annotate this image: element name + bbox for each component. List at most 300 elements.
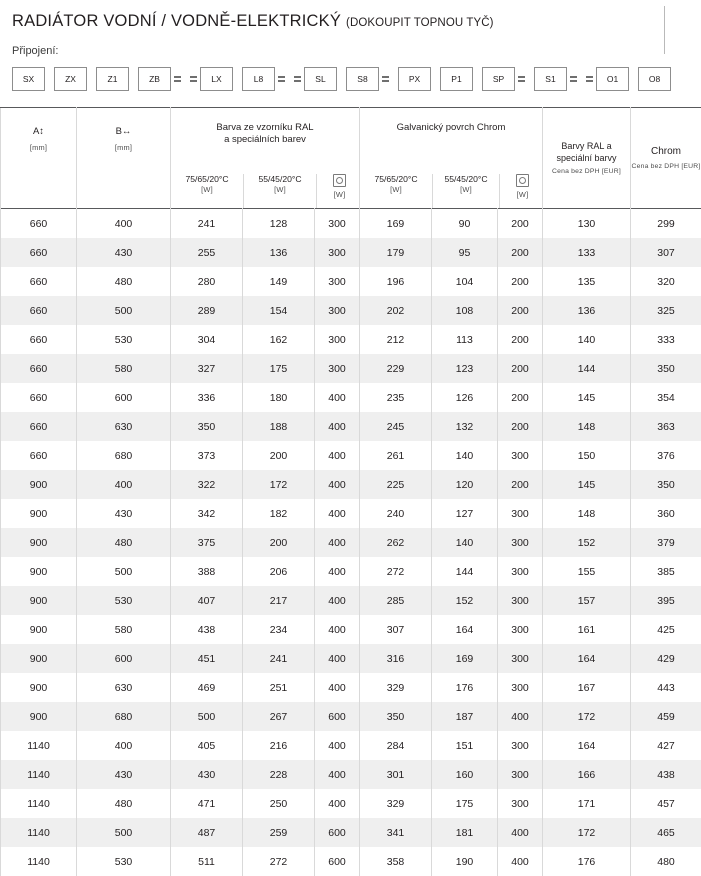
table-cell: 600 [315,702,360,731]
table-cell: 443 [631,673,701,702]
header-ral-t55-unit: [W] [244,185,316,195]
table-cell: 157 [543,586,631,615]
table-cell: 169 [432,644,498,673]
connection-chip-s1[interactable] [534,67,577,91]
table-cell: 400 [315,673,360,702]
table-cell: 300 [498,731,543,760]
connection-chip-code: LX [200,67,233,91]
table-row [1,615,701,644]
table-cell: 400 [315,557,360,586]
header-ral-electric [316,174,362,208]
table-cell: 216 [243,731,315,760]
table-cell: 272 [243,847,315,876]
header-dim-b-label: B [116,126,122,137]
table-row [1,470,701,499]
table-cell: 289 [171,296,243,325]
table-cell: 373 [171,441,243,470]
table-cell: 135 [543,267,631,296]
table-cell: 388 [171,557,243,586]
connection-chip-zx[interactable] [54,67,87,91]
connection-chip-zb[interactable] [138,67,181,91]
table-row [1,238,701,267]
table-cell: 1140 [1,847,77,876]
table-cell: 228 [243,760,315,789]
table-cell: 90 [432,209,498,239]
table-cell: 660 [1,267,77,296]
table-cell: 660 [1,209,77,239]
table-cell: 680 [77,702,171,731]
connection-chip-code: ZB [138,67,171,91]
table-cell: 660 [1,296,77,325]
table-cell: 151 [432,731,498,760]
header-dim-a-unit: [mm] [30,143,47,152]
table-cell: 300 [498,499,543,528]
table-cell: 430 [77,499,171,528]
table-cell: 128 [243,209,315,239]
table-cell: 225 [360,470,432,499]
header-ral-t55 [243,174,316,208]
table-row [1,528,701,557]
table-cell: 176 [432,673,498,702]
header-chrom-t75-label: 75/65/20°C [360,174,432,185]
table-cell: 395 [631,586,701,615]
table-cell: 438 [631,760,701,789]
table-cell: 145 [543,470,631,499]
table-cell: 300 [315,325,360,354]
table-cell: 240 [360,499,432,528]
table-cell: 267 [243,702,315,731]
table-cell: 336 [171,383,243,412]
table-cell: 350 [360,702,432,731]
connection-chip-code: ZX [54,67,87,91]
table-cell: 179 [360,238,432,267]
table-cell: 145 [543,383,631,412]
square-circle-icon [333,174,346,187]
table-cell: 136 [543,296,631,325]
connection-chip-s8[interactable] [346,67,389,91]
table-cell: 400 [315,528,360,557]
table-cell: 229 [360,354,432,383]
table-cell: 500 [77,818,171,847]
table-cell: 136 [243,238,315,267]
table-row [1,760,701,789]
connection-mark-icon [294,67,303,91]
header-chrom-t55-unit: [W] [433,185,499,195]
table-row [1,818,701,847]
table-cell: 300 [498,760,543,789]
connection-mark-icon [568,67,577,91]
header-group-chrom-title: Galvanický povrch Chrom [397,122,506,133]
table-cell: 285 [360,586,432,615]
table-cell: 300 [498,644,543,673]
connection-chip-sx[interactable] [12,67,45,91]
table-cell: 400 [315,615,360,644]
table-cell: 900 [1,615,77,644]
table-row [1,644,701,673]
table-row [1,586,701,615]
table-cell: 530 [77,586,171,615]
table-cell: 164 [543,644,631,673]
table-cell: 580 [77,354,171,383]
table-cell: 400 [315,760,360,789]
connection-chip-o1[interactable] [586,67,629,91]
table-cell: 259 [243,818,315,847]
header-chrom-t75 [360,174,432,208]
table-cell: 200 [498,325,543,354]
table-row [1,673,701,702]
arrow-horizontal-icon: ↔ [122,126,132,137]
table-cell: 200 [498,470,543,499]
table-cell: 900 [1,528,77,557]
header-price-chrom-line1: Chrom [651,146,681,157]
header-dim-a-label: A [33,126,39,137]
connection-label: Připojení: [12,45,701,57]
table-cell: 900 [1,499,77,528]
table-cell: 206 [243,557,315,586]
connection-mark-icon [380,67,389,91]
table-cell: 430 [171,760,243,789]
table-cell: 120 [432,470,498,499]
connection-chip-sp[interactable] [482,67,525,91]
table-cell: 200 [498,296,543,325]
header-dim-b [77,108,171,209]
header-vertical-rule [664,6,665,54]
connection-mark-icon [190,67,199,91]
connection-chip-code: P1 [440,67,473,91]
table-cell: 300 [315,267,360,296]
table-cell: 480 [631,847,701,876]
table-cell: 300 [498,586,543,615]
table-row [1,354,701,383]
table-cell: 172 [543,818,631,847]
table-cell: 400 [77,209,171,239]
table-cell: 500 [77,296,171,325]
table-cell: 379 [631,528,701,557]
table-cell: 175 [432,789,498,818]
connection-chip-code: S8 [346,67,379,91]
header-group-ral-line2: a speciálních barev [224,134,306,145]
table-cell: 322 [171,470,243,499]
table-cell: 150 [543,441,631,470]
connection-mark-icon [172,67,181,91]
table-cell: 132 [432,412,498,441]
connection-chip-code: O1 [596,67,629,91]
table-cell: 245 [360,412,432,441]
table-cell: 299 [631,209,701,239]
table-row [1,383,701,412]
connection-mark-icon [516,67,525,91]
table-cell: 375 [171,528,243,557]
table-row [1,702,701,731]
connection-mark-icon [276,67,285,91]
table-cell: 400 [315,731,360,760]
connection-chip-sl[interactable] [294,67,337,91]
table-cell: 400 [315,499,360,528]
table-cell: 241 [243,644,315,673]
table-cell: 354 [631,383,701,412]
table-cell: 130 [543,209,631,239]
table-cell: 400 [498,818,543,847]
table-cell: 400 [315,441,360,470]
table-cell: 400 [77,470,171,499]
connection-chip-p1[interactable] [440,67,473,91]
table-cell: 487 [171,818,243,847]
table-cell: 202 [360,296,432,325]
table-cell: 200 [498,412,543,441]
table-cell: 164 [543,731,631,760]
table-cell: 1140 [1,731,77,760]
table-row [1,731,701,760]
header-ral-t55-label: 55/45/20°C [244,174,316,185]
connection-mark-icon [586,67,595,91]
table-cell: 407 [171,586,243,615]
header-price-chrom-note: Cena bez DPH [EUR] [632,163,701,170]
table-cell: 200 [498,238,543,267]
table-cell: 200 [498,267,543,296]
table-cell: 480 [77,528,171,557]
table-cell: 500 [171,702,243,731]
connection-chip-code: S1 [534,67,567,91]
table-cell: 300 [315,354,360,383]
header-group-ral-line1: Barva ze vzorníku RAL [216,122,313,133]
table-cell: 95 [432,238,498,267]
header-chrom-t55 [432,174,499,208]
table-cell: 250 [243,789,315,818]
table-cell: 261 [360,441,432,470]
table-cell: 196 [360,267,432,296]
table-cell: 316 [360,644,432,673]
table-cell: 300 [315,209,360,239]
table-row [1,209,701,239]
table-cell: 900 [1,702,77,731]
page-title [0,0,701,31]
table-cell: 363 [631,412,701,441]
table-cell: 262 [360,528,432,557]
table-cell: 350 [631,470,701,499]
table-cell: 169 [360,209,432,239]
table-cell: 457 [631,789,701,818]
table-cell: 126 [432,383,498,412]
connection-chip-code: O8 [638,67,671,91]
table-cell: 900 [1,557,77,586]
header-price-ral-line2: speciální barvy [556,153,616,163]
table-cell: 1140 [1,789,77,818]
table-cell: 400 [315,470,360,499]
table-cell: 108 [432,296,498,325]
table-cell: 400 [77,731,171,760]
table-cell: 140 [543,325,631,354]
connection-chip-l8[interactable] [242,67,285,91]
table-cell: 217 [243,586,315,615]
table-cell: 171 [543,789,631,818]
table-cell: 307 [631,238,701,267]
table-cell: 430 [77,238,171,267]
table-cell: 200 [498,383,543,412]
table-cell: 181 [432,818,498,847]
table-cell: 350 [171,412,243,441]
table-cell: 405 [171,731,243,760]
table-cell: 451 [171,644,243,673]
table-row [1,267,701,296]
table-cell: 200 [498,209,543,239]
table-cell: 900 [1,470,77,499]
table-row [1,557,701,586]
table-cell: 630 [77,412,171,441]
table-cell: 438 [171,615,243,644]
table-cell: 660 [1,238,77,267]
table-cell: 284 [360,731,432,760]
table-cell: 580 [77,615,171,644]
square-circle-icon [516,174,529,187]
table-cell: 304 [171,325,243,354]
header-chrom-electric [499,174,545,208]
table-cell: 123 [432,354,498,383]
table-cell: 660 [1,441,77,470]
table-cell: 235 [360,383,432,412]
header-group-chrom [360,108,543,209]
table-cell: 459 [631,702,701,731]
connection-chip-px[interactable] [398,67,431,91]
table-cell: 376 [631,441,701,470]
table-cell: 172 [243,470,315,499]
table-cell: 320 [631,267,701,296]
table-cell: 180 [243,383,315,412]
table-cell: 329 [360,789,432,818]
table-cell: 400 [315,644,360,673]
connection-chip-z1[interactable] [96,67,129,91]
connection-chip-lx[interactable] [190,67,233,91]
table-cell: 300 [498,789,543,818]
header-price-ral-note: Cena bez DPH [EUR] [552,168,621,175]
table-cell: 400 [315,586,360,615]
header-chrom-t55-label: 55/45/20°C [433,174,499,185]
table-cell: 400 [315,789,360,818]
table-cell: 1140 [1,818,77,847]
table-cell: 140 [432,441,498,470]
connection-chip-list [12,67,701,91]
table-cell: 127 [432,499,498,528]
table-cell: 172 [543,702,631,731]
table-cell: 155 [543,557,631,586]
table-cell: 329 [360,673,432,702]
table-cell: 300 [315,296,360,325]
specification-table [0,107,701,876]
table-cell: 272 [360,557,432,586]
table-cell: 152 [543,528,631,557]
table-cell: 188 [243,412,315,441]
table-cell: 600 [77,644,171,673]
connection-chip-code: L8 [242,67,275,91]
table-cell: 342 [171,499,243,528]
table-cell: 300 [498,557,543,586]
table-cell: 133 [543,238,631,267]
table-header [1,108,701,209]
header-chrom-electric-unit: [W] [500,190,545,200]
table-cell: 469 [171,673,243,702]
table-cell: 1140 [1,760,77,789]
header-ral-t75-unit: [W] [171,185,243,195]
table-cell: 300 [498,615,543,644]
table-cell: 358 [360,847,432,876]
header-price-ral-line1: Barvy RAL a [561,141,611,151]
table-row [1,499,701,528]
table-cell: 300 [498,673,543,702]
table-cell: 152 [432,586,498,615]
table-cell: 154 [243,296,315,325]
table-row [1,441,701,470]
table-cell: 140 [432,528,498,557]
page-title-sub: (DOKOUPIT TOPNOU TYČ) [346,17,494,29]
header-ral-t75-label: 75/65/20°C [171,174,243,185]
header-chrom-t75-unit: [W] [360,185,432,195]
table-cell: 680 [77,441,171,470]
connection-chip-code: SX [12,67,45,91]
table-cell: 630 [77,673,171,702]
table-cell: 600 [315,847,360,876]
table-cell: 187 [432,702,498,731]
page-title-main: RADIÁTOR VODNÍ / VODNĚ-ELEKTRICKÝ [12,12,341,31]
table-cell: 333 [631,325,701,354]
header-dim-a [1,108,77,209]
table-cell: 465 [631,818,701,847]
table-cell: 400 [315,383,360,412]
table-cell: 900 [1,644,77,673]
table-cell: 280 [171,267,243,296]
header-price-chrom [631,108,701,209]
table-cell: 300 [315,238,360,267]
table-cell: 430 [77,760,171,789]
table-cell: 325 [631,296,701,325]
table-cell: 175 [243,354,315,383]
connection-chip-code: Z1 [96,67,129,91]
table-cell: 148 [543,499,631,528]
table-cell: 341 [360,818,432,847]
table-cell: 660 [1,383,77,412]
table-cell: 200 [243,528,315,557]
table-cell: 161 [543,615,631,644]
table-cell: 255 [171,238,243,267]
table-cell: 660 [1,412,77,441]
header-group-ral [171,108,360,209]
connection-chip-o8[interactable] [638,67,671,91]
table-cell: 360 [631,499,701,528]
table-cell: 167 [543,673,631,702]
arrow-vertical-icon: ↕ [39,126,44,137]
table-body [1,209,701,876]
table-cell: 660 [1,354,77,383]
table-cell: 480 [77,789,171,818]
table-cell: 327 [171,354,243,383]
table-cell: 530 [77,325,171,354]
table-cell: 400 [498,847,543,876]
table-cell: 400 [498,702,543,731]
table-cell: 429 [631,644,701,673]
table-cell: 148 [543,412,631,441]
table-cell: 162 [243,325,315,354]
table-cell: 900 [1,673,77,702]
table-cell: 600 [315,818,360,847]
table-cell: 182 [243,499,315,528]
table-cell: 660 [1,325,77,354]
table-cell: 301 [360,760,432,789]
table-cell: 164 [432,615,498,644]
table-row [1,325,701,354]
table-cell: 176 [543,847,631,876]
header-ral-t75 [171,174,243,208]
table-cell: 241 [171,209,243,239]
table-cell: 400 [315,412,360,441]
table-cell: 600 [77,383,171,412]
